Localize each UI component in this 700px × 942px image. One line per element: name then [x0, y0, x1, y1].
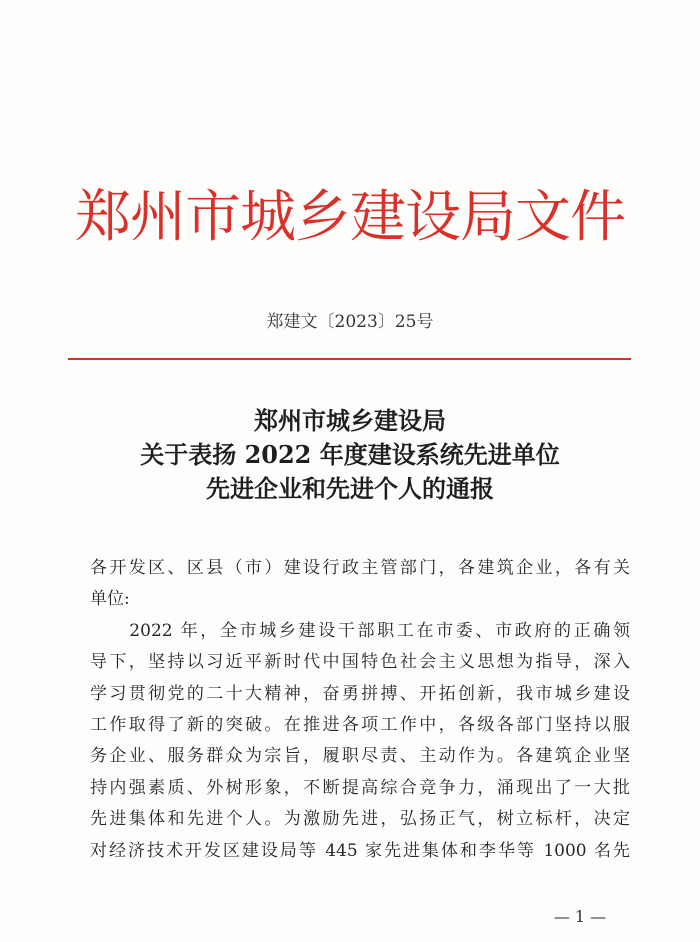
body-line: 务企业、服务群众为宗旨，履职尽责、主动作为。各建筑企业坚 [90, 746, 630, 767]
body-line: 持内强素质、外树形象，不断提高综合竞争力，涌现出了一大批 [90, 777, 630, 798]
title-line: 郑州市城乡建设局 [254, 406, 446, 435]
page-number: — 1 — [553, 907, 607, 926]
document-body [90, 553, 630, 867]
red-divider [68, 358, 631, 360]
body-line: 工作取得了新的突破。在推进各项工作中，各级各部门坚持以服 [90, 714, 630, 735]
title-line: 关于表扬 2022 年度建设系统先进单位 [140, 440, 560, 469]
body-line: 学习贯彻党的二十大精神，奋勇拼搏、开拓创新，我市城乡建设 [90, 683, 630, 704]
issuer-title: 郑州市城乡建设局文件 [75, 185, 625, 250]
body-line: 先进集体和先进个人。为激励先进，弘扬正气，树立标杆，决定 [90, 809, 630, 830]
body-line: 单位: [90, 589, 130, 610]
document-title [0, 404, 700, 506]
title-line: 先进企业和先进个人的通报 [206, 474, 494, 503]
body-line: 2022 年，全市城乡建设干部职工在市委、市政府的正确领 [90, 620, 630, 641]
document-number: 郑建文〔2023〕25号 [266, 312, 434, 332]
body-line: 导下，坚持以习近平新时代中国特色社会主义思想为指导，深入 [90, 652, 630, 673]
body-line: 各开发区、区县（市）建设行政主管部门，各建筑企业，各有关 [90, 558, 630, 578]
body-line: 对经济技术开发区建设局等 445 家先进集体和李华等 1000 名先 [90, 840, 630, 861]
